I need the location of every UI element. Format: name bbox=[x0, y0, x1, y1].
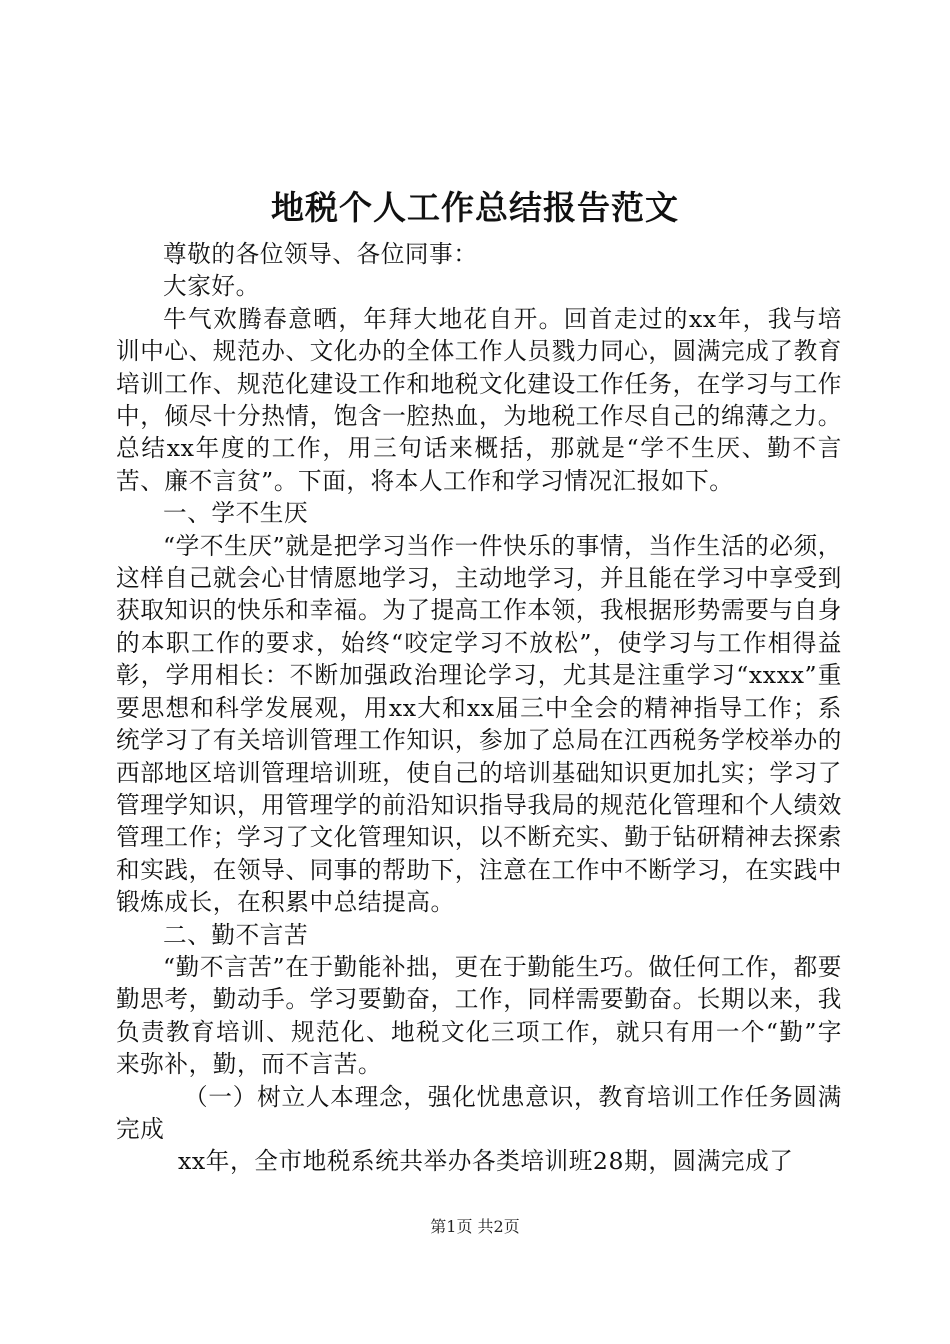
section-1-paragraph: “学不生厌”就是把学习当作一件快乐的事情，当作生活的必须，这样自己就会心甘情愿地学习，主动地学习，并且能在学习中享受到获取知识的快乐和幸福。为了提高工作本领，我根据形势需要与自身的本职工作的要求，始终“咬定学习不放松”，使学习与工作相得益彰，学用相长：不断加强政治理论学习，尤其是注重学习“xxxx”重要思想和科学发展观，用xx大和xx届三中全会的精神指导工作；系统学习了有关培训管理工作知识，参加了总局在江西税务学校举办的西部地区培训管理培训班，使自己的培训基础知识更加扎实；学习了管理学知识，用管理学的前沿知识指导我局的规范化管理和个人绩效管理工作；学习了文化管理知识，以不断充实、勤于钻研精神去探索和实践，在领导、同事的帮助下，注意在工作中不断学习，在实践中锻炼成长，在积累中总结提高。 bbox=[116, 531, 842, 917]
document-body bbox=[116, 238, 842, 1178]
document-title: 地税个人工作总结报告范文 bbox=[271, 188, 679, 227]
section-heading-2: 二、勤不言苦 bbox=[163, 920, 309, 949]
salutation: 尊敬的各位领导、各位同事： bbox=[163, 240, 478, 268]
section-2-paragraph: “勤不言苦”在于勤能补拙，更在于勤能生巧。做任何工作，都要勤思考，勤动手。学习要勤奋，工作，同样需要勤奋。长期以来，我负责教育培训、规范化、地税文化三项工作，就只有用一个“勤”字来弥补，勤，而不言苦。 bbox=[116, 952, 842, 1079]
page-indicator: 第1页 共2页 bbox=[430, 1217, 520, 1236]
subsection-heading-1: （一）树立人本理念，强化忧患意识，教育培训工作任务圆满完成 bbox=[116, 1082, 842, 1143]
greeting: 大家好。 bbox=[163, 272, 260, 301]
section-heading-1: 一、学不生厌 bbox=[163, 499, 309, 528]
subsection-1-paragraph: xx年，全市地税系统共举办各类培训班28期，圆满完成了 bbox=[178, 1147, 794, 1176]
intro-paragraph: 牛气欢腾春意晒，年拜大地花自开。回首走过的xx年，我与培训中心、规范办、文化办的全体工作人员戮力同心，圆满完成了教育培训工作、规范化建设工作和地税文化建设工作任务，在学习与工作中，倾尽十分热情，饱含一腔热血，为地税工作尽自己的绵薄之力。总结xx年度的工作，用三句话来概括，那就是“学不生厌、勤不言苦、廉不言贫”。下面，将本人工作和学习情况汇报如下。 bbox=[116, 304, 842, 495]
